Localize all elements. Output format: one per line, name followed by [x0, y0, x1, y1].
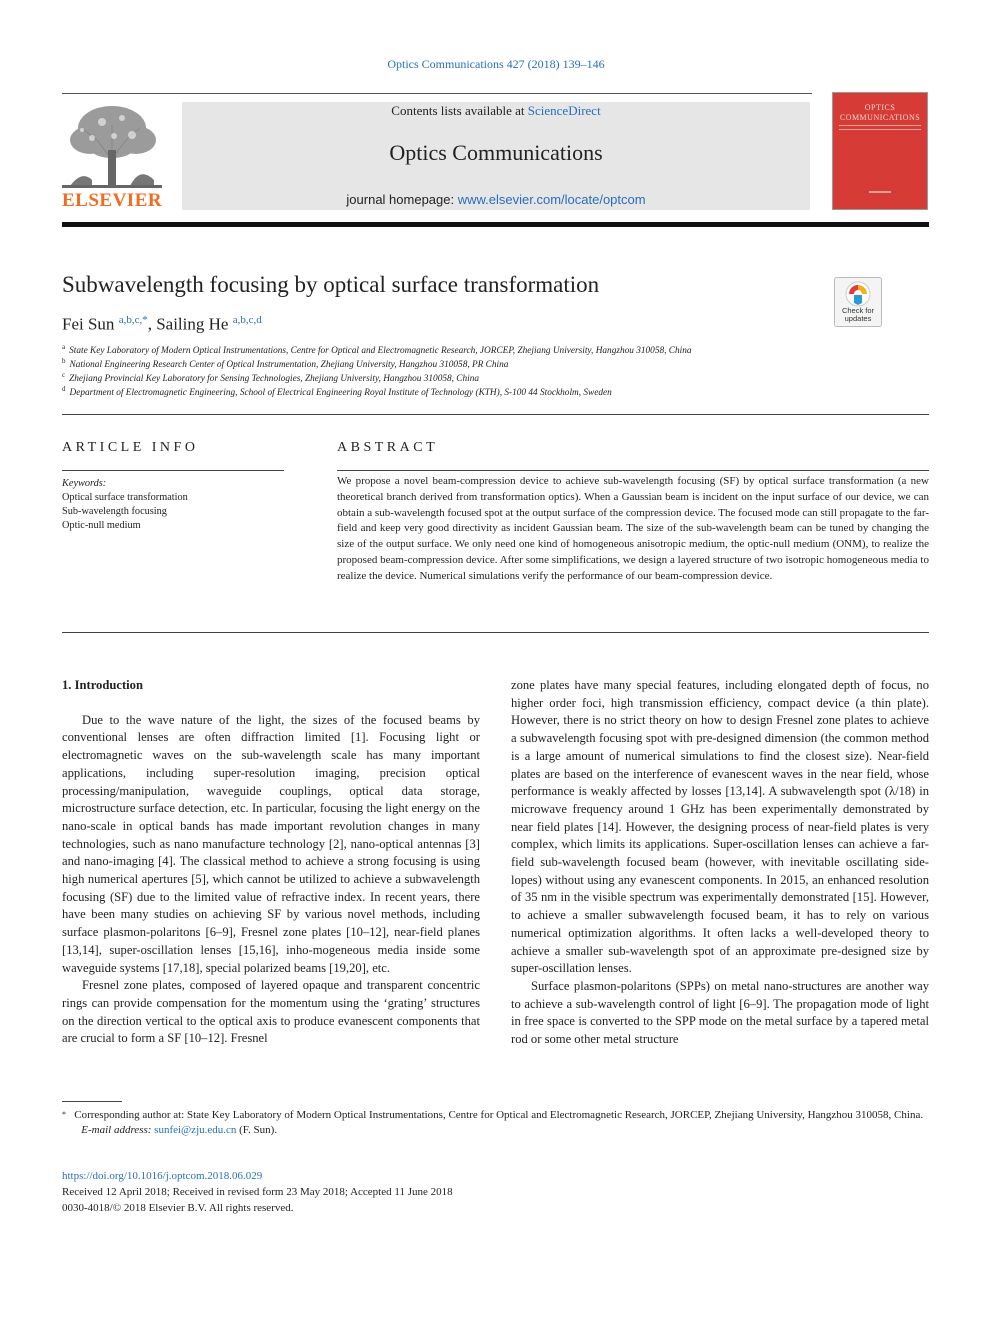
footnote-text: Corresponding author at: State Key Laboratory of Modern Optical Instrumentations, Centre for Optical and Electromagnetic Research, JORCEP, Zhejiang University, Hangzhou 310058, China. [74, 1109, 924, 1121]
journal-cover-thumbnail[interactable] [832, 92, 928, 210]
author-name[interactable]: Sailing He [156, 314, 229, 334]
author-list: Fei Sun $^{a,b,c,*}$, Sailing He $^{a,b,c,d}$ [62, 314, 262, 334]
contents-line [182, 103, 810, 119]
email-link[interactable]: sunfei@zju.edu.cn [154, 1123, 237, 1136]
keyword: Sub-wavelength focusing [62, 506, 167, 517]
affiliation-key: d [62, 385, 66, 393]
publication-info [62, 1168, 453, 1216]
abstract-rule [337, 470, 929, 471]
cover-decoration [839, 125, 921, 205]
article-title: Subwavelength focusing by optical surface transformation [62, 272, 600, 297]
footnote-mark: * [62, 1110, 66, 1119]
homepage-prefix: journal homepage: [346, 192, 458, 207]
footnote-rule [62, 1101, 122, 1102]
elsevier-wordmark: ELSEVIER [62, 190, 163, 211]
affiliation-key: c [62, 371, 66, 379]
abstract-text: We propose a novel beam-compression device to achieve sub-wavelength focusing (SF) by optical surface transformation (a new theoretical branch derived from transformation optics). When a Gaussian beam is incident on the input surface of our device, we can obtain a sub-wavelength focused spot at the output surface of the compression device. The focused mode can still propagate to the far-field and keep very good directivity as incident Gaussian beam. The size of the sub-wavelength beam can be tuned by changing the size of the output surface. We only need one kind of homogeneous anisotropic medium, the optic-null medium (ONM), to realize the proposed beam-compression device. After some simplifications, we design a layered structure of two isotropic homogeneous media to realize the device. Numerical simulations verify the performance of our beam-compression device. [337, 475, 929, 582]
abstract-divider [62, 632, 929, 633]
journal-banner [182, 102, 810, 210]
affiliation-d [62, 385, 612, 398]
author-affiliation-marks[interactable]: a,b,c,d [232, 314, 262, 326]
paragraph: zone plates have many special features, including elongated depth of focus, no higher order foci, high transmission efficiency, compact device (a thin plate). However, there is no strict theory on how to design Fresnel zone plates to achieve a subwavelength focusing spot with pre-designed dimension (the common method is a large amount of numerical simulations to find the closest size). Near-field plates are based on the interference of evanescent waves in the near field, whose performance is weakly affected by losses [13,14]. A subwavelength spot (λ/18) in microwave frequency around 1 GHz has been experimentally demonstrated by near field plates [14]. However, the designing process of near-field plates is very complex, which limits its applications. Super-oscillation lenses can achieve a far-field sub-wavelength focused beam (however, with inevitable oscillating side-lopes) without using any evanescent components. In 2015, an enhanced resolution of 35 nm in the visible spectrum was experimentally demonstrated [15]. However, to achieve a smaller subwavelength focused beam, it has to rely on various numerical optimization algorithms. It often lacks a well-developed theory to achieve a smaller sub-wavelength spot of an approximate pre-designed size by super-oscillation lenses. [511, 678, 929, 976]
article-info-rule [62, 470, 284, 471]
paragraph: Fresnel zone plates, composed of layered opaque and transparent concentric rings can provide compensation for the momentum using the ‘grating’ structures on the direction vertical to the optical axis to produce evanescent components that are crucial to form a SF [10–12]. Fresnel [62, 978, 480, 1046]
homepage-line [182, 192, 810, 207]
affiliation-text: State Key Laboratory of Modern Optical Instrumentations, Centre for Optical and Electromagnetic Research, JORCEP, Zhejiang University, Hangzhou 310058, China [69, 346, 692, 357]
check-for-updates-badge[interactable] [834, 277, 882, 327]
affiliation-text: Zhejiang Provincial Key Laboratory for Sensing Technologies, Zhejiang University, Hangzhou 310058, China [69, 374, 480, 385]
contents-prefix: Contents lists available at [391, 103, 528, 118]
sciencedirect-link[interactable]: ScienceDirect [527, 103, 601, 118]
masthead-bottom-rule [62, 222, 929, 227]
heading-spacer [62, 695, 480, 712]
email-suffix: (F. Sun). [236, 1123, 278, 1136]
crossmark-label: Check for updates [841, 306, 875, 323]
author-name[interactable]: Fei Sun [62, 314, 115, 334]
doi-link[interactable]: https://doi.org/10.1016/j.optcom.2018.06.029 [62, 1170, 263, 1182]
masthead-top-rule [62, 93, 812, 94]
journal-name: Optics Communications [389, 140, 603, 165]
keywords-block [62, 477, 188, 533]
copyright-line: 0030-4018/© 2018 Elsevier B.V. All rights reserved. [62, 1202, 294, 1214]
paragraph: Surface plasmon-polaritons (SPPs) on metal nano-structures are another way to achieve a sub-wavelength control of light [6–9]. The propagation mode of light in free space is converted to the SPP mode on the metal surface by a tapered metal rod or some other metal structure [511, 978, 929, 1047]
header-divider [62, 414, 929, 415]
affiliation-text: Department of Electromagnetic Engineering, School of Electrical Engineering Royal Institute of Technology (KTH), S-100 44 Stockholm, Sweden [69, 388, 612, 399]
article-info-heading: ARTICLE INFO [62, 440, 199, 455]
keyword: Optic-null medium [62, 520, 141, 531]
keywords-label: Keywords: [62, 478, 107, 489]
affiliation-c [62, 371, 479, 384]
affiliation-b [62, 357, 508, 370]
corresponding-author-footnote [62, 1108, 929, 1137]
abstract-heading: ABSTRACT [337, 440, 439, 455]
journal-citation[interactable]: Optics Communications 427 (2018) 139–146 [387, 57, 605, 71]
section-heading-introduction: 1. Introduction [62, 678, 143, 692]
affiliation-key: b [62, 357, 66, 365]
affiliation-a [62, 343, 692, 356]
keyword: Optical surface transformation [62, 492, 188, 503]
paragraph: Due to the wave nature of the light, the sizes of the focused beams by conventional lenses are often diffraction limited [1]. Focusing light or electromagnetic waves on the sub-wavelength scale has many important applications, including super-resolution imaging, precision optical processing/manipulation, waveguide couplings, optical data storage, microstructure surface detection, etc. In particular, focusing the light energy on the nano-scale in optical bands has made important revolution changes in many technologies, such as nano manufacture technology [2], nano-optical antennas [3] and nano-imaging [4]. The classical method to achieve a strong focusing is using high numerical apertures [5], which cannot be utilized to achieve a subwavelength focusing (SF) due to the limited value of refractive index. In recent years, there have been many studies on achieving SF by various novel methods, including surface plasmon-polaritons [6–9], Fresnel zone plates [10–12], near-field planes [13,14], super-oscillation lenses [15,16], inho-mogeneous media inside some waveguide systems [17,18], special polarized beams [19,20], etc. [62, 712, 480, 975]
email-label: E-mail address: [81, 1123, 152, 1136]
affiliation-key: a [62, 343, 66, 351]
cover-title: OPTICS COMMUNICATIONS [839, 103, 921, 122]
body-right-column [511, 677, 929, 1049]
author-affiliation-marks[interactable]: a,b,c,* [118, 314, 148, 326]
crossmark-icon [845, 281, 871, 307]
body-left-column [62, 677, 480, 1048]
homepage-link[interactable]: www.elsevier.com/locate/optcom [457, 192, 646, 207]
received-dates: Received 12 April 2018; Received in revised form 23 May 2018; Accepted 11 June 2018 [62, 1186, 453, 1198]
affiliation-text: National Engineering Research Center of Optical Instrumentation, Zhejiang University, Hangzhou 310058, PR China [69, 360, 509, 371]
